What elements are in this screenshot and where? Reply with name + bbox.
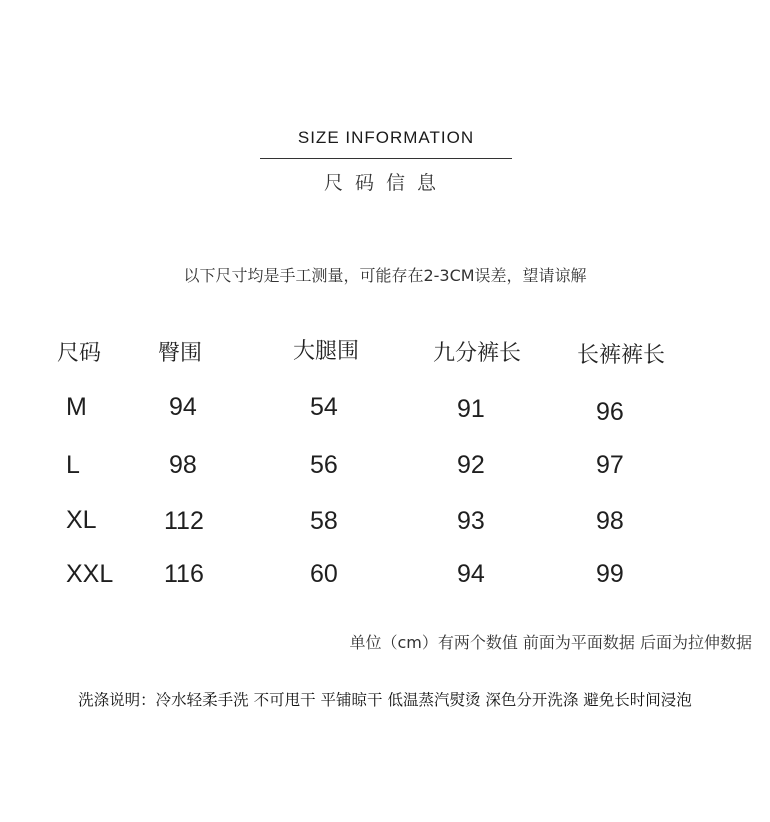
washing-instructions: 洗涤说明：冷水轻柔手洗 不可甩干 平铺晾干 低温蒸汽熨烫 深色分开洗涤 避免长时间浸泡 [78,691,692,709]
cell-thigh: 60 [310,560,338,588]
title-chinese: 尺码信息 [323,172,448,194]
cell-size: L [66,451,80,479]
cell-thigh: 56 [310,451,338,479]
cell-hip: 116 [164,560,204,588]
cell-full-length: 97 [596,451,624,479]
cell-size: XL [66,506,97,534]
cell-hip: 112 [164,507,204,535]
header-thigh: 大腿围 [293,339,360,364]
cell-full-length: 98 [596,507,624,535]
cell-cropped-length: 91 [457,395,485,423]
header-hip: 臀围 [158,341,203,366]
cell-hip: 94 [169,393,197,421]
cell-size: XXL [66,560,114,588]
cell-thigh: 54 [310,393,338,421]
header-size: 尺码 [57,341,102,366]
cell-cropped-length: 94 [457,560,485,588]
cell-full-length: 96 [596,398,624,426]
title-divider [260,158,512,159]
cell-size: M [66,393,87,421]
header-cropped-length: 九分裤长 [433,341,522,366]
cell-full-length: 99 [596,560,624,588]
title-english: SIZE INFORMATION [297,128,475,147]
cell-cropped-length: 92 [457,451,485,479]
cell-thigh: 58 [310,507,338,535]
header-full-length: 长裤裤长 [577,343,666,368]
cell-hip: 98 [169,451,197,479]
unit-note: 单位（cm）有两个数值 前面为平面数据 后面为拉伸数据 [349,633,752,652]
measurement-notice: 以下尺寸均是手工测量，可能存在2-3CM误差，望请谅解 [183,266,587,285]
cell-cropped-length: 93 [457,507,485,535]
